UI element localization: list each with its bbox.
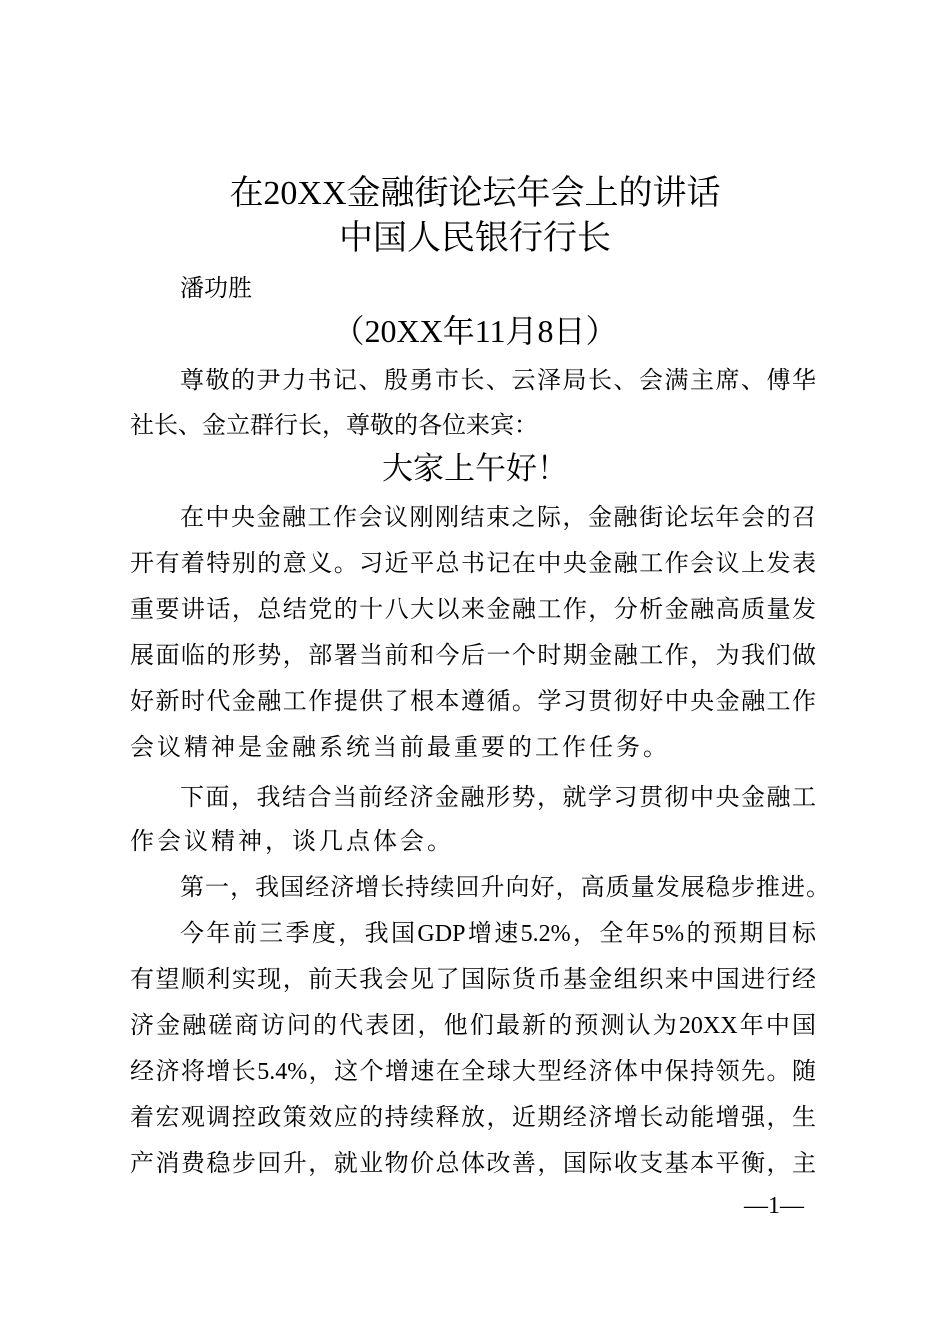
section-heading: 第一，我国经济增长持续回升向好，高质量发展稳步推进。 [180,875,830,901]
page-number: —1— [744,1193,804,1219]
paragraph-line: 今年前三季度，我国GDP增速5.2%，全年5%的预期目标 [180,921,816,947]
title-line-1: 在20XX金融街论坛年会上的讲话 [229,175,721,212]
paragraph-line: 有望顺利实现，前天我会见了国际货币基金组织来中国进行经 [130,967,816,993]
paragraph-line: 产消费稳步回升，就业物价总体改善，国际收支基本平衡，主 [130,1151,816,1177]
paragraph-line: 着宏观调控政策效应的持续释放，近期经济增长动能增强，生 [130,1105,816,1131]
salutation-line: 尊敬的尹力书记、殷勇市长、云泽局长、会满主席、傅华 [180,368,816,394]
paragraph-line: 展面临的形势，部署当前和今后一个时期金融工作，为我们做 [130,643,816,669]
paragraph-line: 重要讲话，总结党的十八大以来金融工作，分析金融高质量发 [130,597,816,623]
paragraph-line: 好新时代金融工作提供了根本遵循。学习贯彻好中央金融工作 [130,689,816,715]
paragraph-line: 在中央金融工作会议刚刚结束之际，金融街论坛年会的召 [180,505,816,531]
speaker-name: 潘功胜 [180,276,252,302]
paragraph-line: 济金融磋商访问的代表团，他们最新的预测认为20XX年中国 [130,1013,816,1039]
paragraph-line: 开有着特别的意义。习近平总书记在中央金融工作会议上发表 [130,551,816,577]
paragraph-line: 作会议精神，谈几点体会。 [130,829,454,855]
speech-date: （20XX年11月8日） [332,313,618,349]
paragraph-line: 会议精神是金融系统当前最重要的工作任务。 [130,735,670,761]
greeting: 大家上午好！ [382,451,568,486]
salutation-line: 社长、金立群行长，尊敬的各位来宾： [130,413,538,439]
title-line-2: 中国人民银行行长 [339,220,611,257]
paragraph-line: 经济将增长5.4%，这个增速在全球大型经济体中保持领先。随 [130,1059,816,1085]
paragraph-line: 下面，我结合当前经济金融形势，就学习贯彻中央金融工 [180,785,816,811]
